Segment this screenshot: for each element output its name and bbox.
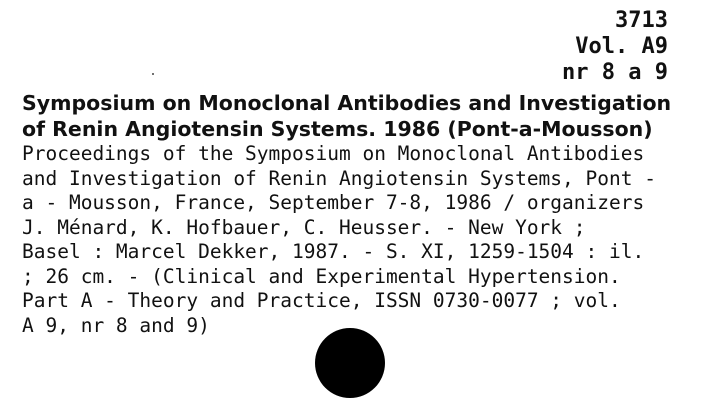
- description-line-6: ; 26 cm. - (Clinical and Experimental Hypertension.: [22, 264, 621, 288]
- description-line-7: Part A - Theory and Practice, ISSN 0730-0077 ; vol.: [22, 289, 621, 312]
- call-number: [562, 8, 668, 86]
- call-number-line-3: nr 8 a 9: [562, 60, 668, 85]
- card-heading: [22, 90, 682, 142]
- card-description: [22, 142, 692, 338]
- call-number-line-1: 3713: [615, 8, 668, 33]
- description-line-3: a - Mousson, France, September 7-8, 1986 / organizers: [22, 191, 645, 214]
- description-line-4: J. Ménard, K. Hofbauer, C. Heusser. - New York ;: [22, 215, 586, 239]
- call-number-line-2: Vol. A9: [575, 34, 668, 59]
- description-line-8: A 9, nr 8 and 9): [22, 313, 210, 337]
- description-line-2: and Investigation of Renin Angiotensin Systems, Pont -: [22, 166, 656, 190]
- description-line-1: Proceedings of the Symposium on Monoclonal Antibodies: [22, 142, 645, 165]
- dust-speck: [152, 73, 154, 75]
- heading-line-2: of Renin Angiotensin Systems. 1986 (Pont-a-Mousson): [22, 117, 653, 141]
- description-line-5: Basel : Marcel Dekker, 1987. - S. XI, 1259-1504 : il.: [22, 240, 645, 263]
- punch-hole: [315, 328, 385, 398]
- heading-line-1: Symposium on Monoclonal Antibodies and Investigation: [22, 91, 672, 115]
